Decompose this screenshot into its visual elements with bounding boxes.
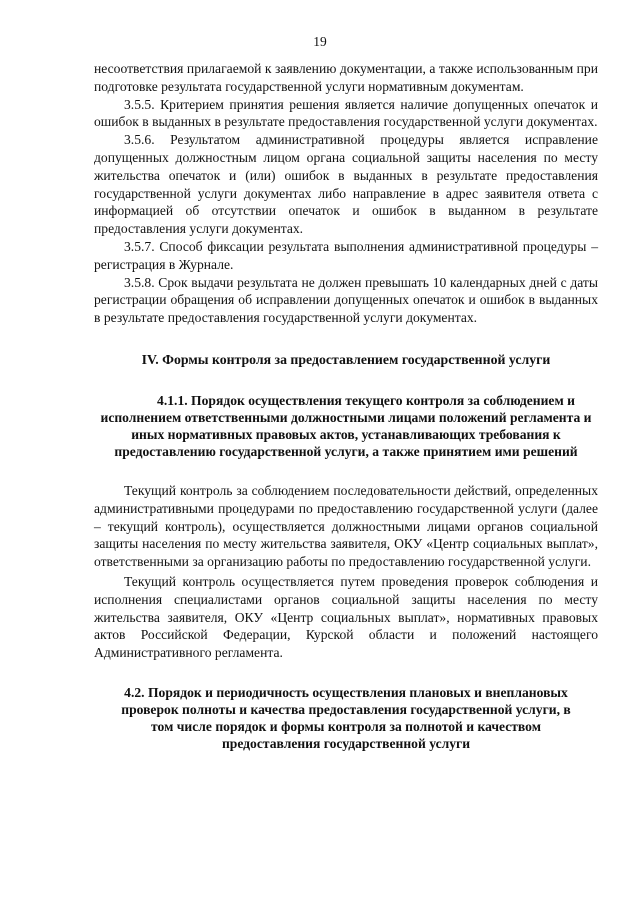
paragraph-3-5-6: 3.5.6. Результатом административной процедуры является исправление допущенных должностным лицом органа социальной защиты населения по месту жительства опечаток и (или) ошибок в выданных в результате предоставления государственной услуги документах либо направление в адрес заявителя ответа с информацией об отсутствии опечаток и ошибок в выданном в результате предоставления услуги документах. — [94, 132, 598, 237]
paragraph-3-5-7: 3.5.7. Способ фиксации результата выполнения административной процедуры – регистрация в Журнале. — [94, 238, 598, 272]
paragraph-continuation: несоответствия прилагаемой к заявлению документации, а также использованным при подготовке результата государственной услуги нормативным документам. — [94, 61, 598, 94]
subsection-heading-4-1-1: 4.1.1. Порядок осуществления текущего контроля за соблюдением и исполнением ответственными должностными лицами положений регламента и иных нормативных правовых актов, устанавливающих требования к предоставлению государственной услуги, а также принятием ими решений — [100, 392, 592, 459]
page-number: 19 — [313, 34, 327, 49]
subsection-heading-4-2: 4.2. Порядок и периодичность осуществления плановых и внеплановых проверок полноты и качества предоставления государственной услуги, в том числе порядок и формы контроля за полнотой и качеством предоставления государственной услуги — [121, 684, 571, 751]
document-body — [94, 60, 598, 752]
paragraph-current-control-1: Текущий контроль за соблюдением последовательности действий, определенных административными процедурами по предоставлению государственной услуги (далее – текущий контроль), осуществляется должностными лицами органов социальной защиты населения по месту жительства заявителя, ОКУ «Центр социальных выплат», ответственными за организацию работы по предоставлению государственной услуги. — [94, 482, 598, 570]
paragraph-3-5-5: 3.5.5. Критерием принятия решения является наличие допущенных опечаток и ошибок в выданных в результате предоставления государственной услуги документах. — [94, 96, 598, 130]
paragraph-3-5-8: 3.5.8. Срок выдачи результата не должен превышать 10 календарных дней с даты регистрации обращения об исправлении допущенных опечаток и ошибок в выданных в результате предоставления государственной услуги документах. — [94, 274, 598, 326]
section-heading-iv: IV. Формы контроля за предоставлением государственной услуги — [141, 351, 551, 367]
paragraph-current-control-2: Текущий контроль осуществляется путем проведения проверок соблюдения и исполнения специалистами органов социальной защиты населения по месту жительства заявителя, ОКУ «Центр социальных выплат», нормативных правовых актов Российской Федерации, Курской области и положений настоящего Административного регламента. — [94, 573, 598, 661]
